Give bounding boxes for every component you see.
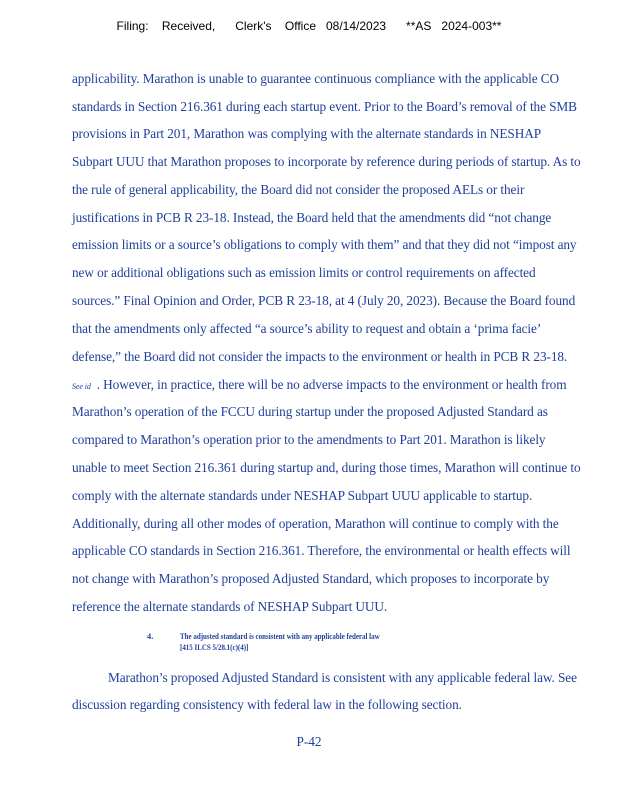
paragraph-line [72, 377, 566, 393]
paragraph-line: reference the alternate standards of NESHAP Subpart UUU. [72, 599, 388, 614]
paragraph-line: applicability. Marathon is unable to guarantee continuous compliance with the applicable CO [72, 71, 560, 86]
paragraph-line: Marathon’s proposed Adjusted Standard is consistent with any applicable federal law. See [108, 670, 577, 685]
paragraph-line: new or additional obligations such as emission limits or control requirements on affected [72, 265, 536, 280]
paragraph-line: justifications in PCB R 23-18. Instead, the Board held that the amendments did “not change [72, 210, 552, 225]
paragraph-line: the rule of general applicability, the Board did not consider the proposed AELs or their [72, 182, 525, 197]
paragraph-line: emission limits or a source’s obligations to comply with them” and that they did not “impost any [72, 237, 577, 252]
paragraph-line: provisions in Part 201, Marathon was complying with the alternate standards in NESHAP [72, 126, 542, 141]
paragraph-line: not change with Marathon’s proposed Adjusted Standard, which proposes to incorporate by [72, 571, 550, 586]
paragraph-line: that the amendments only affected “a source’s ability to request and obtain a ‘prima facie’ [72, 321, 542, 336]
section-title: The adjusted standard is consistent with any applicable federal law [180, 631, 380, 641]
section-number: 4. [147, 631, 154, 641]
paragraph-line: compared to Marathon’s operation prior to the amendments to Part 201. Marathon is likely [72, 432, 546, 447]
paragraph-line: sources.” Final Opinion and Order, PCB R 23-18, at 4 (July 20, 2023). Because the Board found [72, 293, 576, 308]
paragraph-line: Subpart UUU that Marathon proposes to incorporate by reference during periods of startup. As to [72, 154, 581, 169]
paragraph-line: unable to meet Section 216.361 during startup and, during those times, Marathon will continue to [72, 460, 581, 475]
see-id-citation: See id [72, 382, 91, 391]
paragraph-line: standards in Section 216.361 during each startup event. Prior to the Board’s removal of the SMB [72, 99, 577, 114]
paragraph-line: Marathon’s operation of the FCCU during startup under the proposed Adjusted Standard as [72, 404, 548, 419]
paragraph-line-text: . However, in practice, there will be no adverse impacts to the environment or health from [96, 377, 567, 392]
section-citation: [415 ILCS 5/28.1(c)(4)] [180, 642, 249, 652]
filing-stamp-header: Filing: Received, Clerk's Office 08/14/2023 **AS 2024-003** [116, 19, 502, 33]
paragraph-line: discussion regarding consistency with federal law in the following section. [72, 697, 462, 712]
paragraph-line: defense,” the Board did not consider the impacts to the environment or health in PCB R 23-18. [72, 349, 568, 364]
paragraph-line: applicable CO standards in Section 216.361. Therefore, the environmental or health effects will [72, 543, 571, 558]
paragraph-line: Additionally, during all other modes of operation, Marathon will continue to comply with the [72, 516, 559, 531]
paragraph-line: comply with the alternate standards under NESHAP Subpart UUU applicable to startup. [72, 488, 533, 503]
page-number: P-42 [296, 734, 322, 749]
